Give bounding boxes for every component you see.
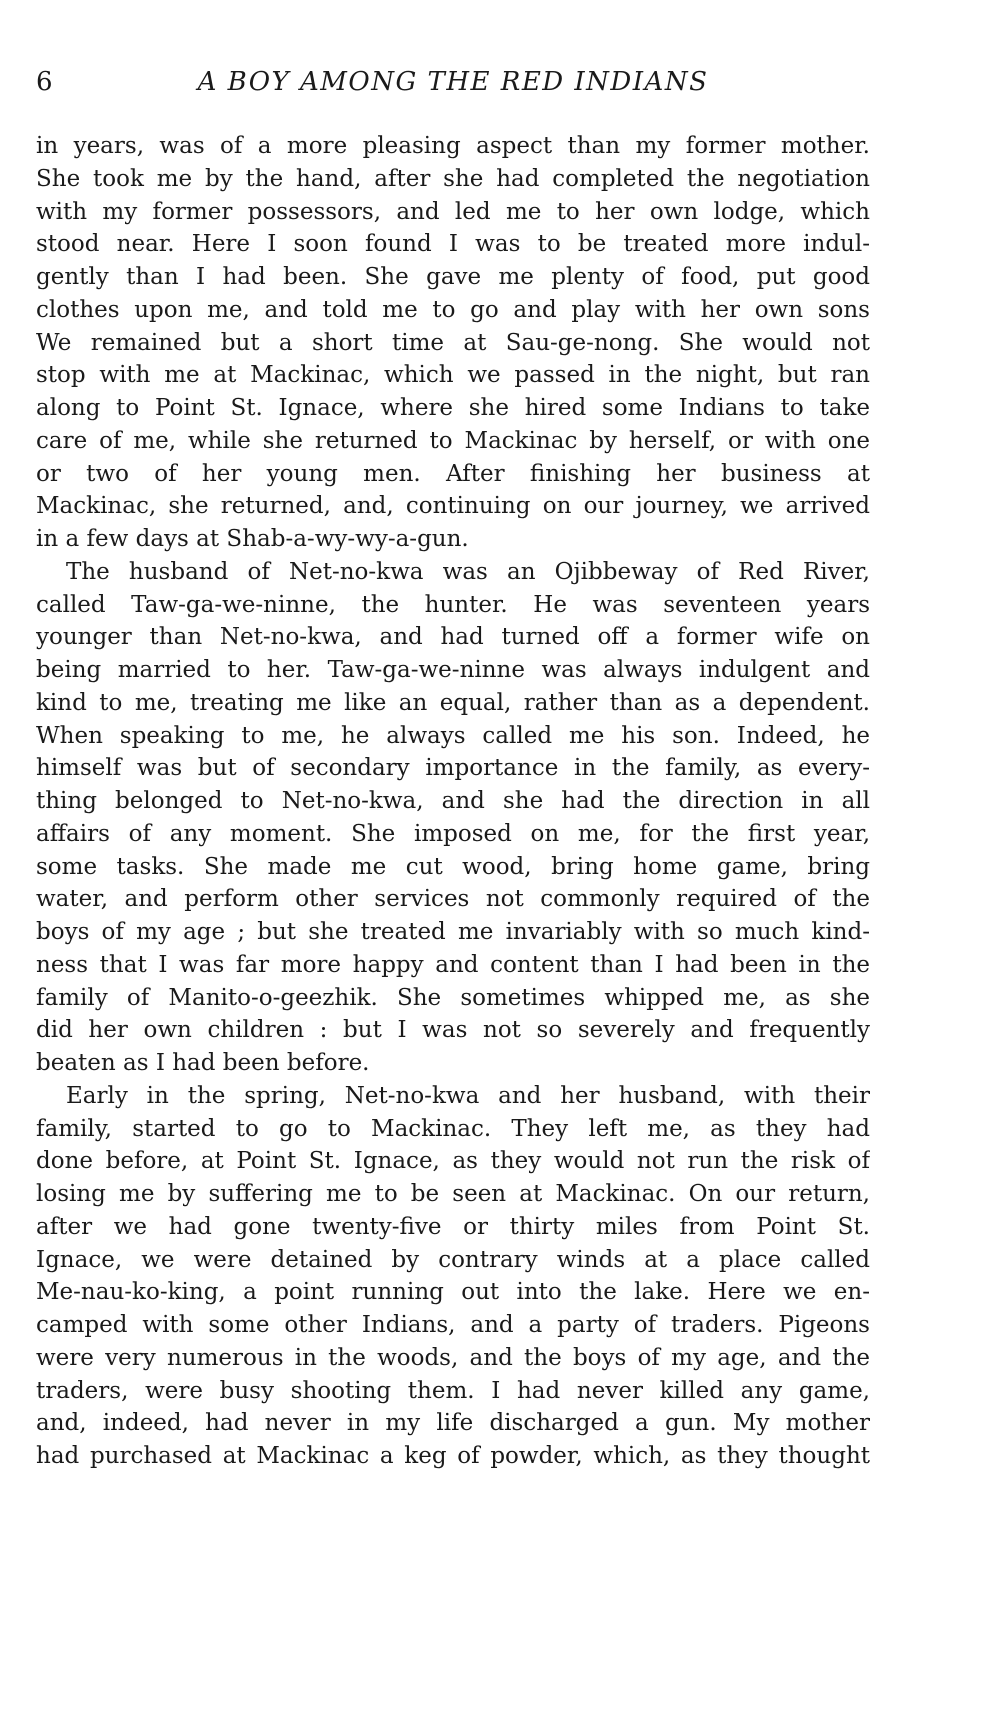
text-line: along to Point St. Ignace, where she hired some Indians to take (36, 395, 870, 421)
text-line: losing me by suffering me to be seen at Mackinac. On our return, (36, 1181, 870, 1207)
text-line: traders, were busy shooting them. I had never killed any game, (36, 1377, 870, 1404)
text-line: in a few days at Shab-a-wy-wy-a-gun. (36, 526, 469, 552)
text-line: being married to her. Taw-ga-we-ninne was always indulgent and (36, 657, 870, 683)
text-line: family, started to go to Mackinac. They left me, as they had (36, 1115, 870, 1142)
text-line: himself was but of secondary importance in the family, as every- (36, 755, 870, 782)
running-title: A BOY AMONG THE RED INDIANS (197, 67, 709, 97)
text-line: kind to me, treating me like an equal, rather than as a dependent. (36, 689, 870, 716)
text-line: were very numerous in the woods, and the boys of my age, and the (36, 1344, 870, 1371)
body-text (36, 130, 870, 1473)
text-line: had purchased at Mackinac a keg of powder, which, as they thought (36, 1443, 870, 1469)
text-line: Mackinac, she returned, and, continuing on our journey, we arrived (36, 493, 870, 520)
text-line: Me-nau-ko-king, a point running out into the lake. Here we en- (36, 1279, 870, 1306)
text-line: and, indeed, had never in my life discharged a gun. My mother (36, 1410, 870, 1437)
text-line: When speaking to me, he always called me his son. Indeed, he (36, 722, 870, 749)
text-line: thing belonged to Net-no-kwa, and she had the direction in all (36, 788, 870, 814)
text-line: boys of my age ; but she treated me invariably with so much kind- (36, 919, 870, 945)
text-line: after we had gone twenty-five or thirty miles from Point St. (36, 1213, 870, 1240)
page-number: 6 (36, 67, 53, 97)
text-line: We remained but a short time at Sau-ge-nong. She would not (36, 329, 870, 356)
text-line: in years, was of a more pleasing aspect than my former mother. (36, 133, 870, 159)
text-line: She took me by the hand, after she had completed the negotiation (36, 165, 870, 192)
text-line: stood near. Here I soon found I was to be treated more indul- (36, 231, 870, 258)
text-line: or two of her young men. After finishing her business at (36, 460, 870, 487)
page-header (36, 66, 870, 104)
text-line: clothes upon me, and told me to go and play with her own sons (36, 296, 870, 323)
text-line: stop with me at Mackinac, which we passed in the night, but ran (36, 362, 870, 389)
text-line: affairs of any moment. She imposed on me, for the first year, (36, 820, 870, 847)
text-line: water, and perform other services not commonly required of the (36, 886, 870, 913)
text-line: done before, at Point St. Ignace, as they would not run the risk of (36, 1148, 870, 1175)
text-line: beaten as I had been before. (36, 1050, 370, 1076)
text-line: gently than I had been. She gave me plenty of food, put good (36, 264, 870, 290)
paragraph-start-line: Early in the spring, Net-no-kwa and her husband, with their (66, 1082, 870, 1109)
text-line: did her own children : but I was not so severely and frequently (36, 1017, 870, 1044)
text-line: younger than Net-no-kwa, and had turned off a former wife on (36, 624, 870, 651)
text-line: Ignace, we were detained by contrary winds at a place called (36, 1246, 870, 1273)
text-line: ness that I was far more happy and content than I had been in the (36, 951, 870, 978)
text-line: family of Manito-o-geezhik. She sometimes whipped me, as she (36, 984, 870, 1011)
text-line: called Taw-ga-we-ninne, the hunter. He was seventeen years (36, 591, 870, 618)
text-line: care of me, while she returned to Mackinac by herself, or with one (36, 427, 870, 454)
text-line: some tasks. She made me cut wood, bring home game, bring (36, 853, 870, 880)
text-line: with my former possessors, and led me to her own lodge, which (36, 198, 870, 225)
text-line: camped with some other Indians, and a party of traders. Pigeons (36, 1312, 870, 1338)
paragraph-start-line: The husband of Net-no-kwa was an Ojibbeway of Red River, (66, 558, 870, 585)
